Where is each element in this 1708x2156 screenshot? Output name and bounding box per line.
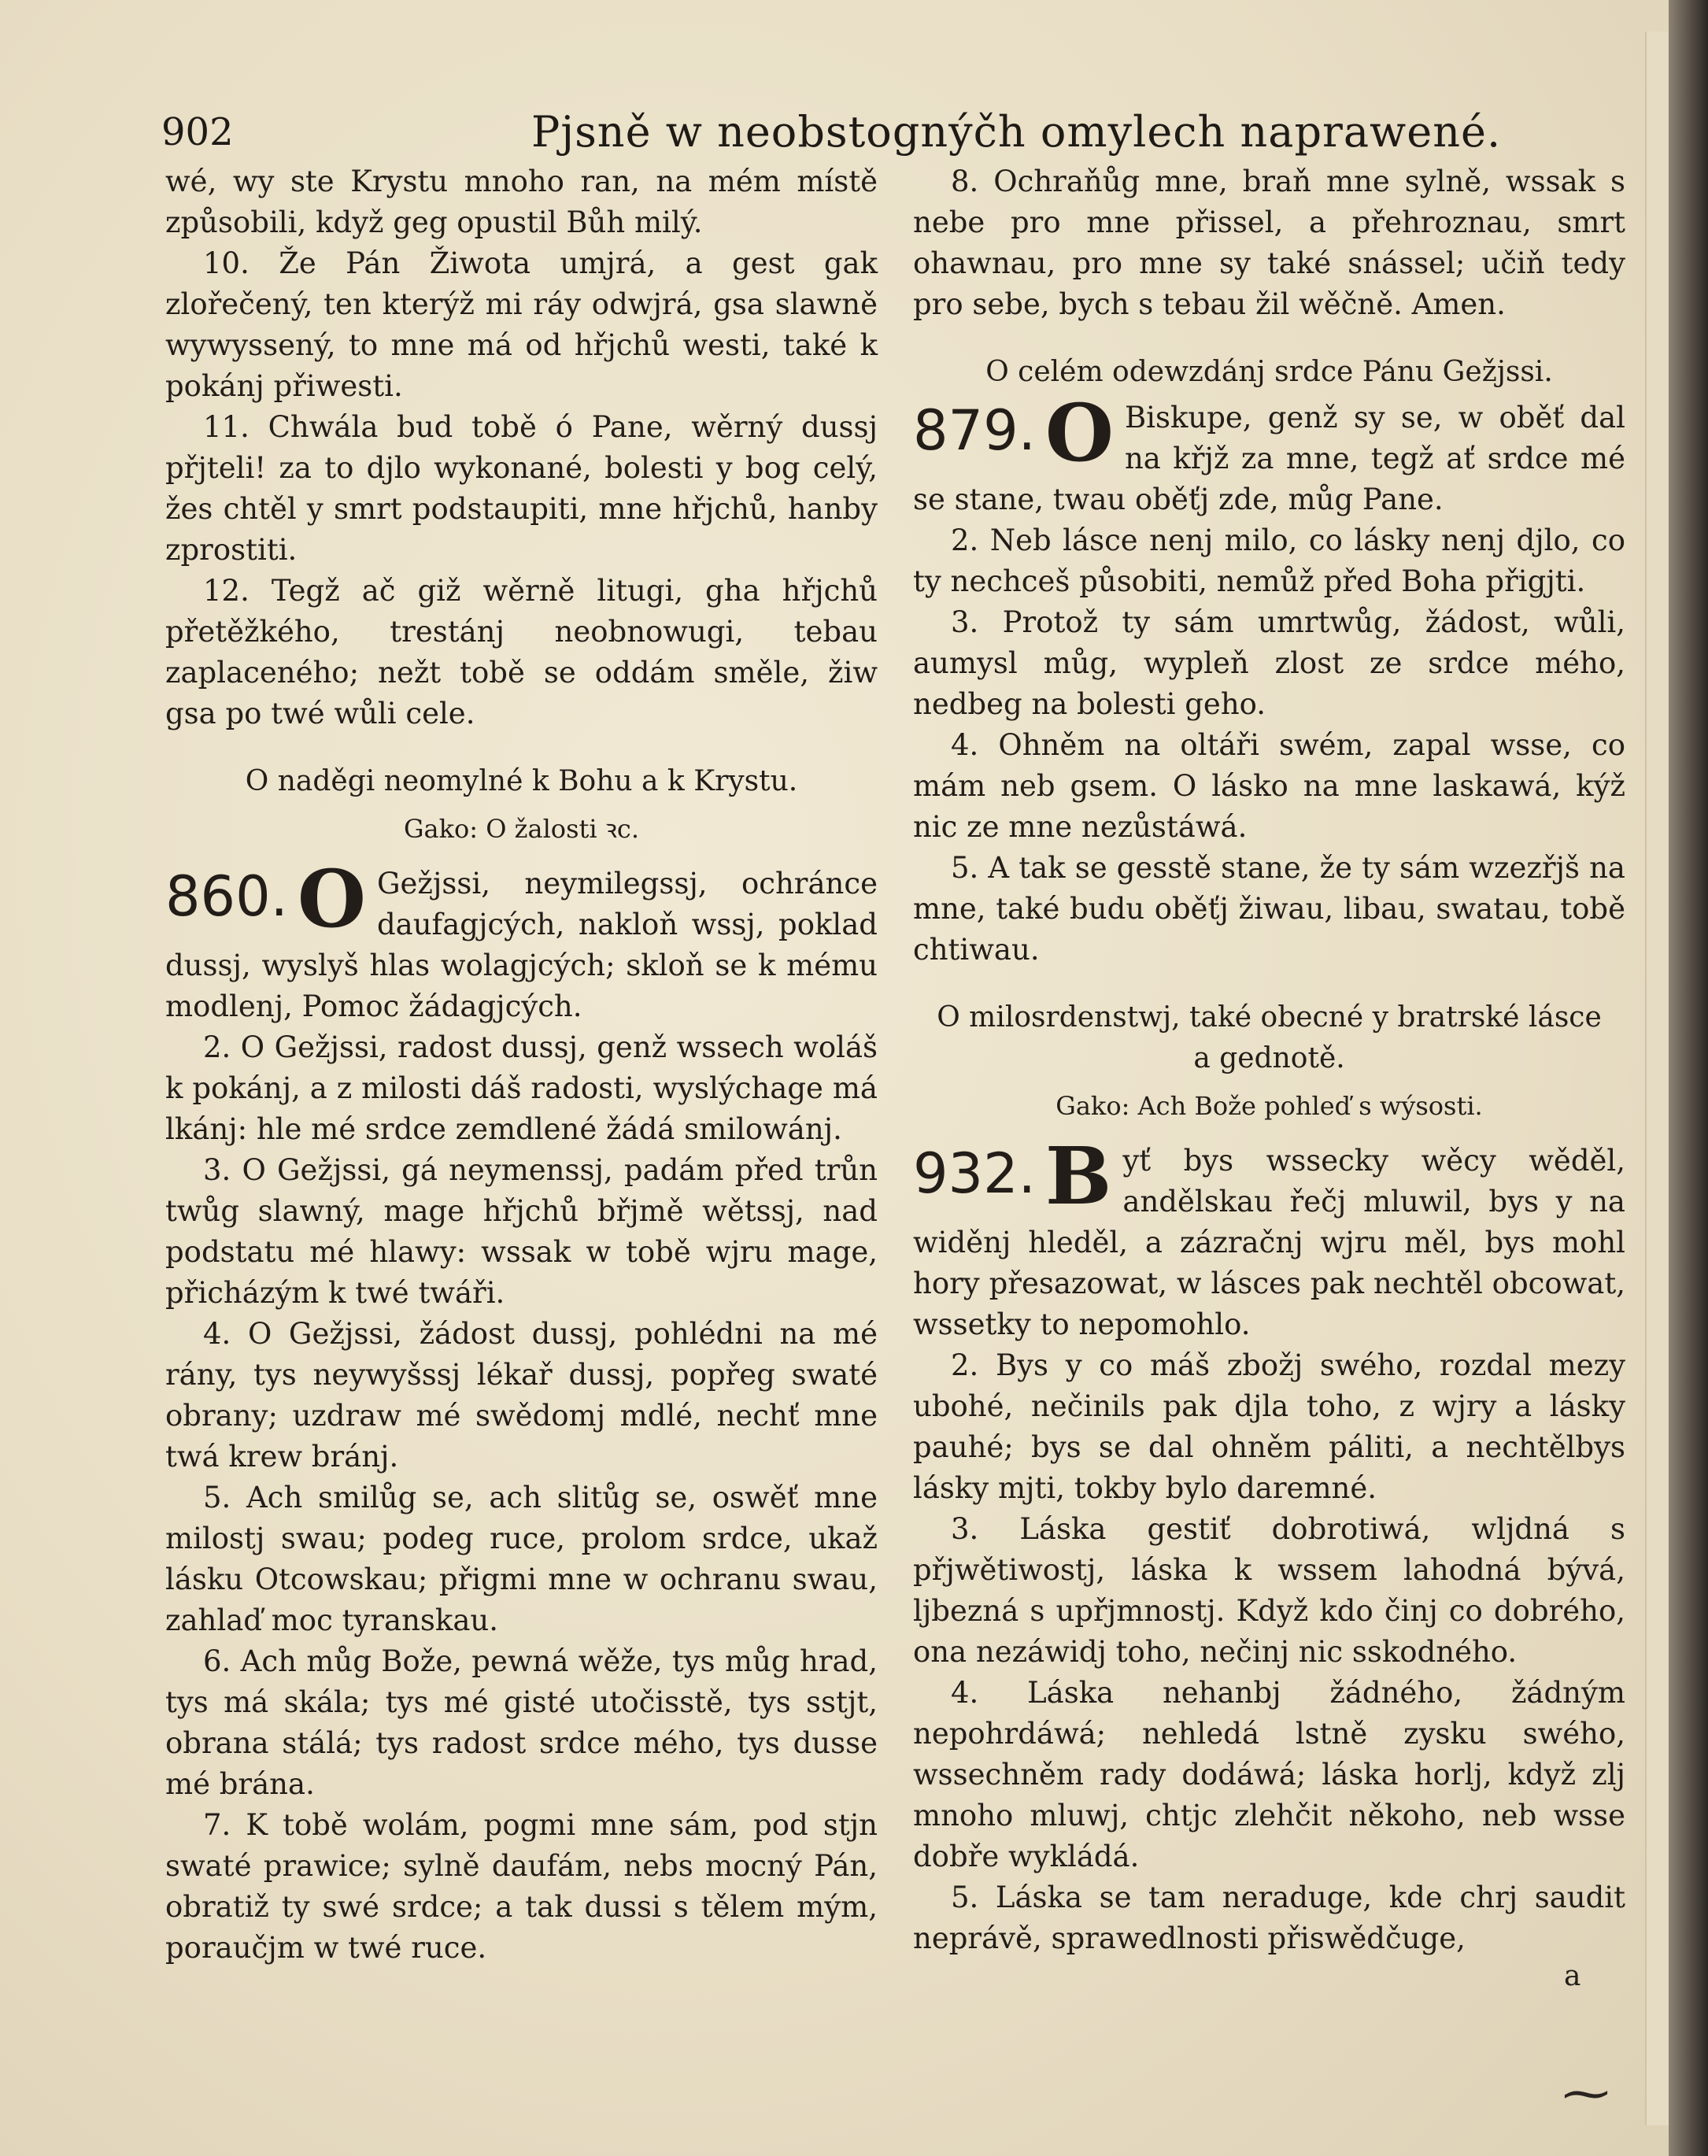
stanza: 2. Bys y co máš zbožj swého, rozdal mezy ubohé, nečinils pak djla toho, z wjry a lásky pauhé; bys se dal ohněm páliti, a nechtělbys lásky mjti, tokby bylo daremné. — [913, 1348, 1625, 1505]
stanza: 2. O Gežjssi, radost dussj, genž wssech woláš k pokánj, a z milosti dáš radosti, wyslýchage má lkánj: hle mé srdce zemdlené žádá smilowánj. — [165, 1030, 878, 1146]
stanza: yť bys wssecky wěcy wěděl, andělskau řečj mluwil, bys y na widěnj hleděl, a zázračnj wjru měl, bys mohl hory přesazowat, w lásces pak nechtěl obcowat, wssetky to nepomohlo. — [913, 1144, 1625, 1341]
stanza: 3. Láska gestiť dobrotiwá, wljdná s přjwětiwostj, láska k wssem lahodná bývá, ljbezná s upřjmnostj. Když kdo činj co dobrého, ona nezáwidj toho, nečinj nic sskodného. — [913, 1512, 1625, 1669]
stanza: 7. K tobě wolám, pogmi mne sám, pod stjn swaté prawice; sylně daufám, nebs mocný Pán, obratiž ty swé srdce; a tak dussi s tělem mým, poraučjm w twé ruce. — [165, 1808, 878, 1965]
stanza: 6. Ach můg Bože, pewná wěže, tys můg hrad, tys má skála; tys mé gisté utočisstě, tys sstjt, obrana stálá; tys radost srdce mého, tys dusse mé brána. — [165, 1644, 878, 1801]
left-column — [165, 161, 878, 1969]
stanza: 3. O Gežjssi, gá neymenssj, padám před trůn twůg slawný, mage hřjchů břjmě wětssj, nad podstatu mé hlawy: wssak w tobě wjru mage, přicházým k twé twáři. — [165, 1153, 878, 1310]
running-head-title: Pjsně w neobstognýčh omylech naprawené. — [531, 107, 1502, 157]
paragraph: wé, wy ste Krystu mnoho ran, na mém místě způsobili, když geg opustil Bůh milý. — [165, 165, 878, 239]
stanza: 8. Ochraňůg mne, braň mne sylně, wssak s nebe pro mne přissel, a přehroznau, smrt ohawnau, pro mne sy také snássel; učiň tedy pro sebe, bych s tebau žil wěčně. Amen. — [913, 165, 1625, 321]
stanza: 2. Neb lásce nenj milo, co lásky nenj djlo, co ty nechceš působiti, nemůž před Boha přigjti. — [913, 523, 1625, 598]
stanza: 12. Tegž ač giž wěrně litugi, gha hřjchů přetěžkého, trestánj neobnowugi, tebau zaplaceného; nežt tobě se oddám směle, žiw gsa po twé wůli cele. — [165, 574, 878, 730]
stanza: 11. Chwála bud tobě ó Pane, wěrný dussj přjteli! za to djlo wykonané, bolesti y bog celý, žes chtěl y smrt podstaupiti, mne hřjchů, hanby zprostiti. — [165, 410, 878, 567]
hymn-number: 879. — [913, 398, 1036, 463]
stanza: Gežjssi, neymilegssj, ochránce daufagjcých, nakloň wssj, poklad dussj, wyslyš hlas wolagjcých; skloň se k mému modlenj, Pomoc žádagjcých. — [165, 867, 878, 1023]
section-heading-line: a gednotě. — [1193, 1042, 1345, 1074]
stanza: 5. Ach smilůg se, ach slitůg se, oswěť mne milostj swau; podeg ruce, prolom srdce, ukaž lásku Otcowskau; přigmi mne w ochranu swau, zahlaď moc tyranskau. — [165, 1481, 878, 1637]
catchword: a — [1564, 1960, 1581, 1992]
running-head — [161, 102, 1641, 165]
section-heading: O naděgi neomylné k Bohu a k Krystu. — [245, 765, 798, 797]
hymn-start — [913, 1130, 1625, 1345]
stanza: 5. A tak se gesstě stane, že ty sám wzezřjš na mne, také budu oběťj žiwau, libau, swatau, tobě chtiwau. — [913, 851, 1625, 967]
right-column — [913, 161, 1625, 1959]
hymn-start — [165, 852, 878, 1027]
section-heading — [913, 997, 1625, 1079]
stanza: 4. Ohněm na oltáři swém, zapal wsse, co mám neb gsem. O lásko na mne laskawá, kýž nic ze mne nezůstáwá. — [913, 728, 1625, 844]
drop-cap: B — [1044, 1130, 1112, 1222]
drop-cap: O — [297, 852, 366, 945]
page-number: 902 — [161, 110, 234, 154]
facing-page-strip — [1645, 31, 1672, 2125]
stanza: 4. Láska nehanbj žádného, žádným nepohrdáwá; nehledá lstně zysku swého, wssechněm rady dodáwá; láska horlj, když zlj mnoho mluwj, chtjc zlehčit někoho, neb wsse dobře wykládá. — [913, 1676, 1625, 1873]
tune-line: Gako: Ach Bože pohleď s wýsosti. — [1055, 1091, 1483, 1121]
stanza: 5. Láska se tam neraduge, kde chrj saudit neprávě, sprawedlnosti přiswědčuge, — [913, 1880, 1625, 1955]
stanza: 3. Protož ty sám umrtwůg, žádost, wůli, aumysl můg, wypleň zlost ze srdce mého, nedbeg na bolesti geho. — [913, 605, 1625, 721]
stanza: 10. Že Pán Žiwota umjrá, a gest gak zlořečený, ten kterýž mi ráy odwjrá, gsa slawně wywyssený, to mne má od hřjchů westi, také k pokánj přiwesti. — [165, 246, 878, 403]
hymn-start — [913, 386, 1625, 520]
section-heading-line: O milosrdenstwj, také obecné y bratrské lásce — [937, 1001, 1602, 1034]
page-edge — [1669, 0, 1708, 2156]
drop-cap: O — [1044, 386, 1114, 479]
hymn-number: 860. — [165, 864, 288, 929]
stanza: 4. O Gežjssi, žádost dussj, pohlédni na mé rány, tys neywyšssj lékař dussj, popřeg swaté obrany; uzdraw mé swědomj mdlé, nechť mne twá krew bránj. — [165, 1317, 878, 1474]
hymn-number: 932. — [913, 1141, 1036, 1206]
printer-ornament-icon: ⁓ — [1562, 2066, 1610, 2121]
tune-line: Gako: O žalosti ꝛc. — [403, 814, 640, 844]
section-heading: O celém odewzdánj srdce Pánu Gežjssi. — [985, 356, 1553, 388]
stanza: Biskupe, genž sy se, w oběť dal na křjž za mne, tegž ať srdce mé se stane, twau oběťj zde, můg Pane. — [913, 401, 1625, 516]
